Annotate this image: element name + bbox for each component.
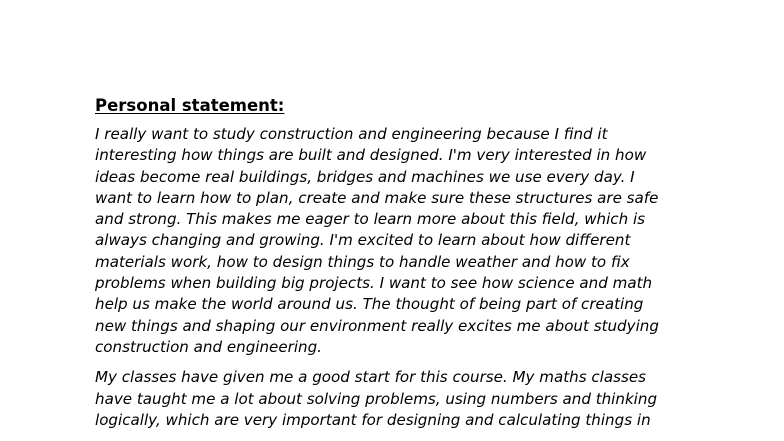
section-heading: Personal statement:	[95, 96, 285, 115]
paragraph-line: help us make the world around us. The thought of being part of creating	[95, 295, 644, 314]
paragraph-line: logically, which are very important for designing and calculating things in	[95, 410, 651, 429]
paragraph-line: I really want to study construction and engineering because I find it	[95, 125, 608, 143]
paragraph-line: My classes have given me a good start for this course. My maths classes	[95, 368, 646, 387]
paragraph-line: have taught me a lot about solving problems, using numbers and thinking	[95, 389, 658, 408]
document-page	[95, 96, 695, 440]
paragraph-1	[95, 124, 695, 358]
paragraph-line: materials work, how to design things to handle weather and how to fix	[95, 252, 630, 271]
paragraph-line: problems when building big projects. I want to see how science and math	[95, 274, 653, 293]
paragraph-line: new things and shaping our environment really excites me about studying	[95, 316, 659, 335]
paragraph-line: always changing and growing. I'm excited to learn about how different	[95, 231, 631, 250]
paragraph-line: want to learn how to plan, create and make sure these structures are safe	[95, 188, 659, 207]
paragraph-line: construction and engineering.	[95, 337, 322, 356]
paragraph-line: interesting how things are built and designed. I'm very interested in how	[95, 146, 647, 165]
paragraph-line: ideas become real buildings, bridges and machines we use every day. I	[95, 167, 635, 186]
paragraph-line: and strong. This makes me eager to learn more about this field, which is	[95, 210, 646, 229]
paragraph-2	[95, 367, 695, 431]
